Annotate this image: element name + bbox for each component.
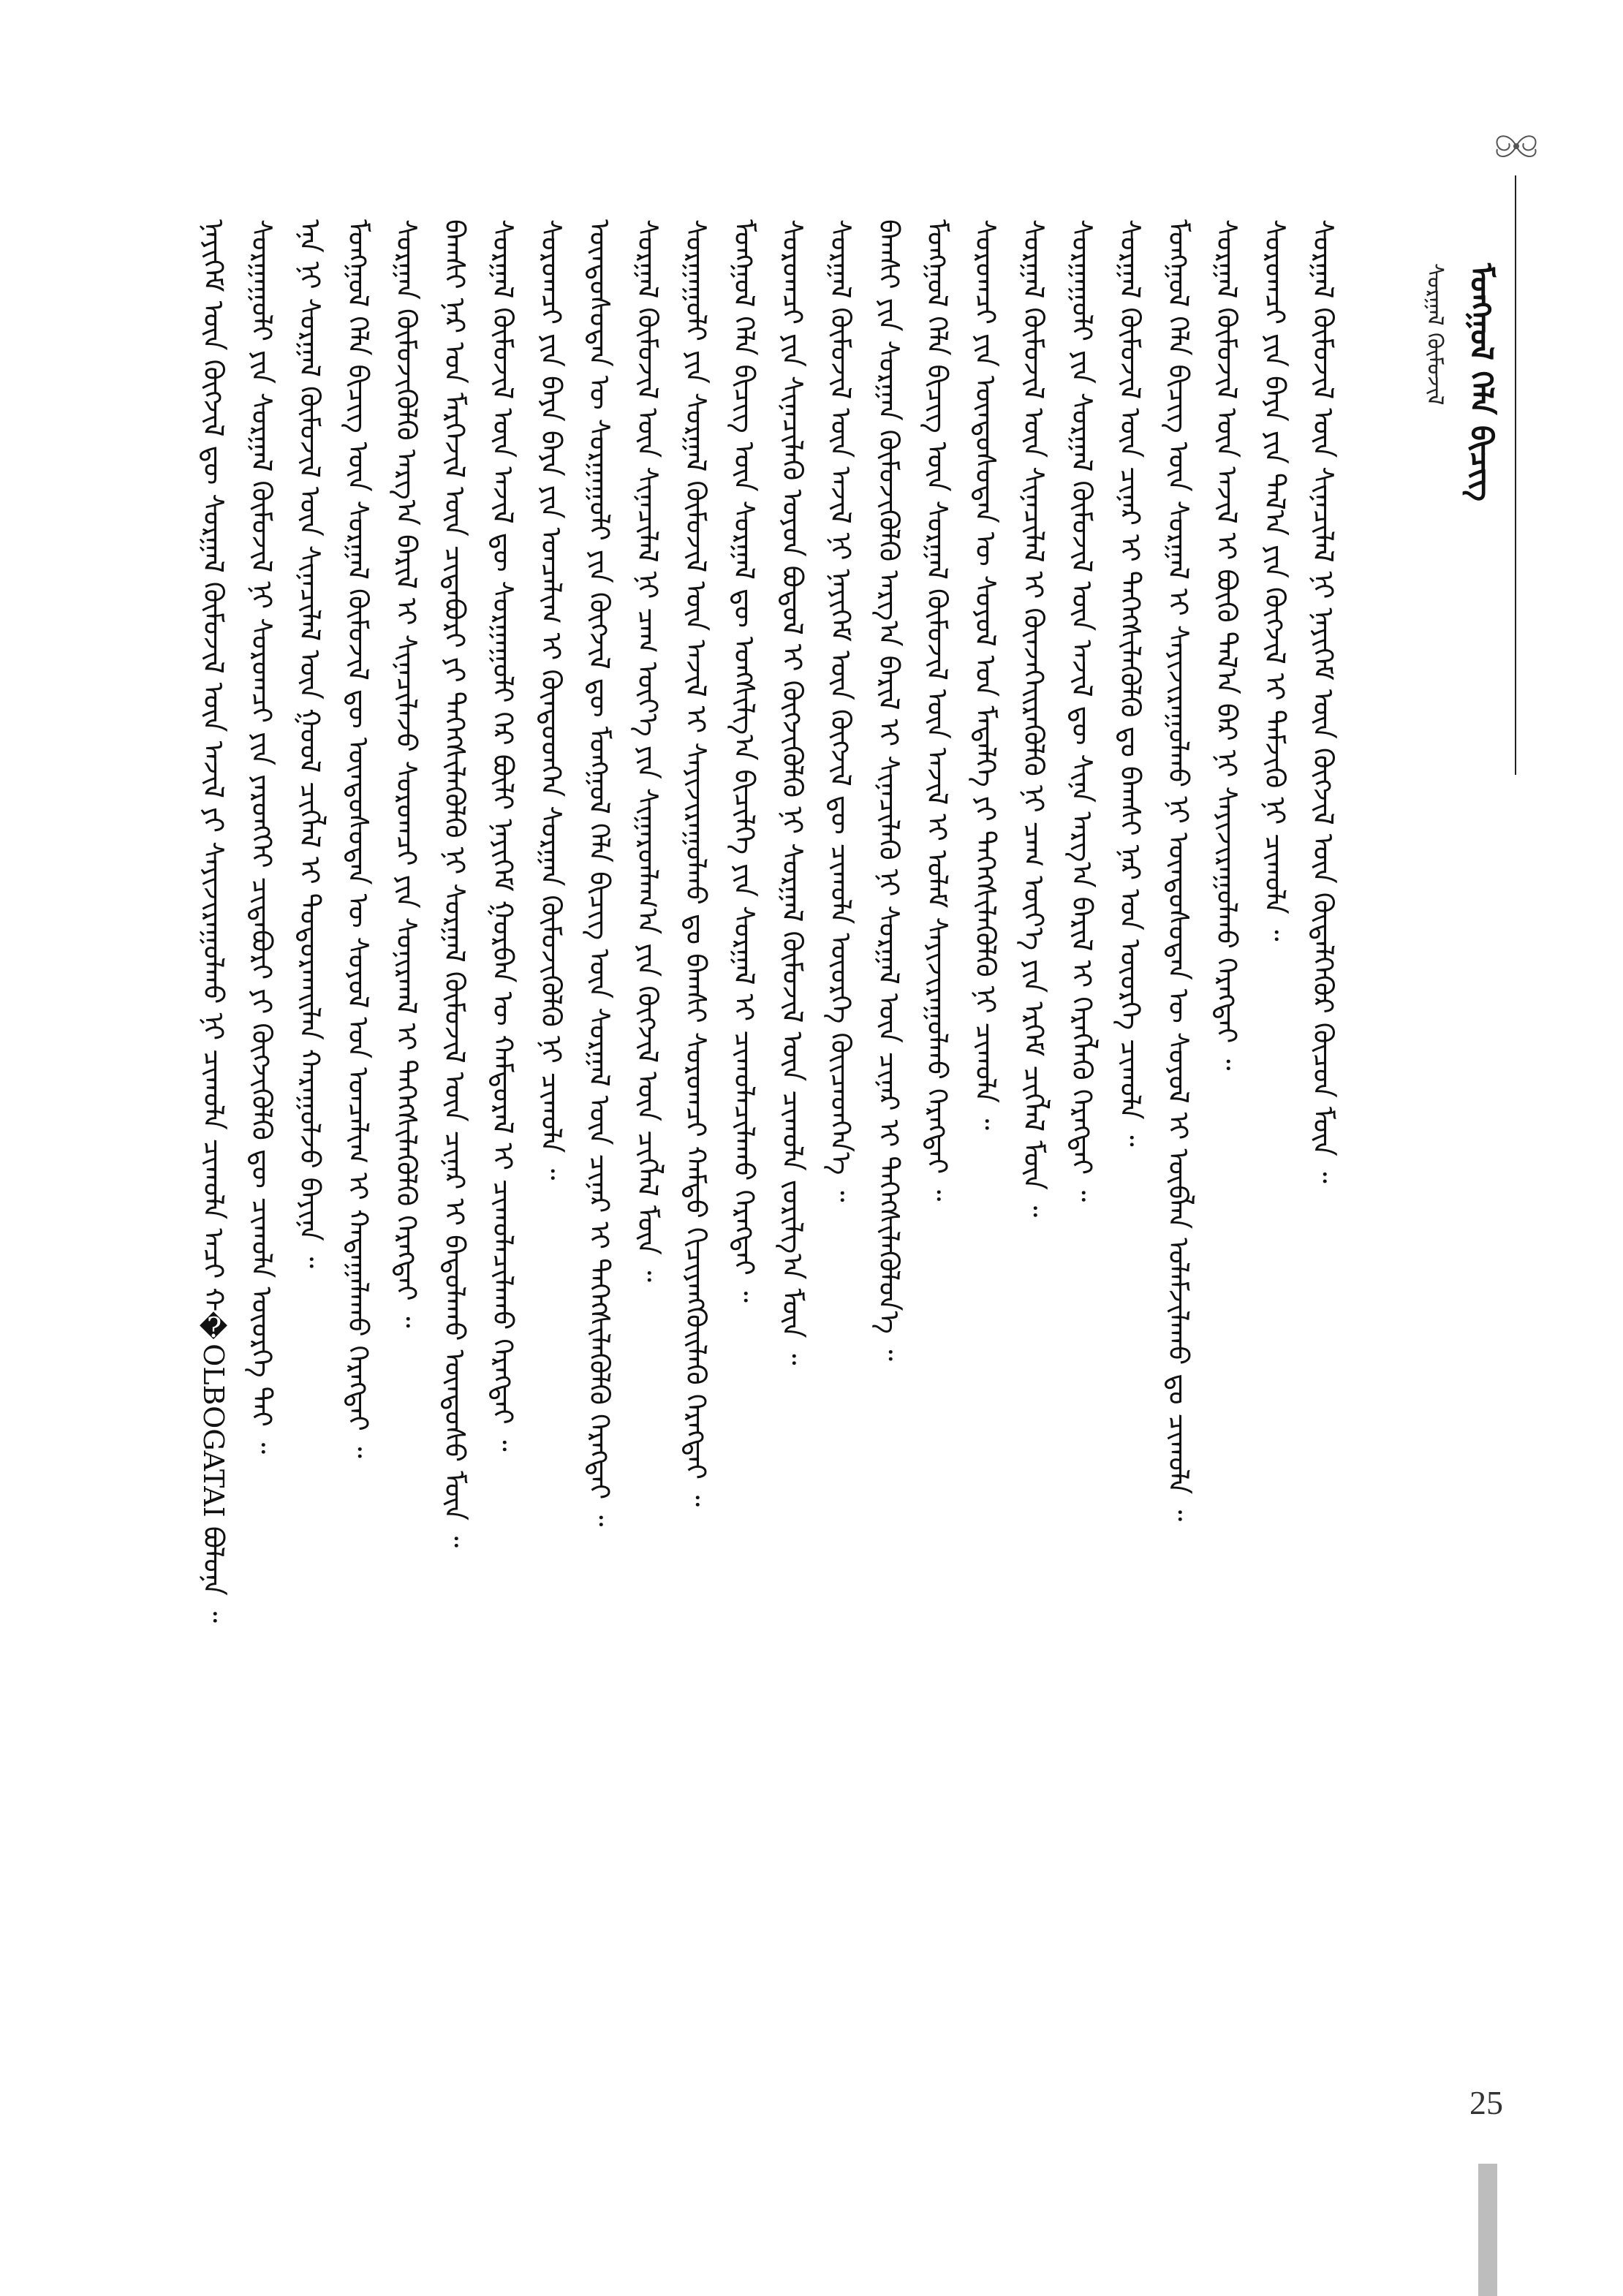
- body-text: [192, 219, 1369, 2208]
- text-line: ᠰᠤᠷᠭᠠᠭᠤᠯᠢ ᠶᠢᠨ ᠰᠤᠷᠭᠠᠯ ᠬᠦᠮᠦᠵᠢᠯ ᠨᠢ ᠰᠤᠷᠤᠭᠴᠢ ᠶᠢᠨ ᠶᠡᠷᠦᠩᠬᠡᠢ ᠴᠢᠳᠠᠪᠤᠷᠢ ᠶᠢ ᠬᠥᠭᠵᠢᠭᠦᠯᠬᠦ ᠳᠦ ᠴᠢᠬᠤᠯᠠ ᠦᠦᠷᠭᠡ ᠲᠡᠢ ᠃: [246, 219, 278, 1454]
- book-title: ᠮᠣᠩᠭᠣᠯ ᠬᠡᠯᠡ ᠪᠢᠴᠢᠭ: [1464, 263, 1499, 501]
- page-edge-tab: [1478, 2164, 1497, 2296]
- text-line: ᠰᠤᠷᠭᠠᠭᠤᠯᠢ ᠶᠢᠨ ᠰᠤᠷᠭᠠᠯ ᠬᠦᠮᠦᠵᠢᠯ ᠦᠨ ᠠᠵᠢᠯ ᠢ ᠰᠠᠶᠢᠵᠢᠷᠠᠭᠤᠯᠬᠤ ᠳᠤ ᠪᠠᠭᠰᠢ ᠰᠤᠷᠤᠭᠴᠢ ᠬᠠᠮᠲᠤ ᠬᠢᠴᠢᠶᠡᠩᠭᠦᠢᠯᠡᠬᠦ ᠬᠡᠷᠡᠭᠲᠡᠢ ᠃: [680, 219, 712, 1507]
- text-line: ᠰᠤᠷᠭᠠᠯ ᠬᠦᠮᠦᠵᠢᠯ ᠦᠨ ᠠᠵᠢᠯ ᠢ ᠪᠦᠬᠦ ᠲᠠᠯ᠎ᠠ ᠪᠠᠷ ᠨᠢ ᠰᠠᠶᠢᠵᠢᠷᠠᠭᠤᠯᠬᠤ ᠬᠡᠷᠡᠭᠲᠡᠢ ᠃: [1211, 219, 1243, 1071]
- text-line: ᠮᠣᠩᠭᠣᠯ ᠬᠡᠯᠡ ᠪᠢᠴᠢᠭ ᠦᠨ ᠰᠤᠷᠭᠠᠯ ᠬᠦᠮᠦᠵᠢᠯ ᠦᠨ ᠠᠵᠢᠯ ᠢ ᠤᠯᠠᠮ ᠰᠠᠶᠢᠵᠢᠷᠠᠭᠤᠯᠬᠤ ᠬᠡᠷᠡᠭᠲᠡᠢ ᠃: [921, 219, 953, 1202]
- text-line: ᠰᠤᠷᠤᠭᠴᠢ ᠶᠢᠨ ᠰᠢᠨᠡᠴᠢᠯᠡᠬᠦ ᠤᠶᠤᠨ ᠪᠣᠳᠤᠯ ᠢ ᠬᠥᠭᠵᠢᠭᠦᠯᠬᠦ ᠨᠢ ᠰᠤᠷᠭᠠᠯ ᠬᠦᠮᠦᠵᠢᠯ ᠦᠨ ᠴᠢᠬᠤᠯᠠ ᠵᠣᠷᠢᠯᠭ᠎ᠠ ᠮᠥᠨ ᠃: [776, 219, 809, 1365]
- text-line: ᠮᠣᠩᠭᠣᠯ ᠬᠡᠯᠡ ᠪᠢᠴᠢᠭ ᠦᠨ ᠰᠤᠷᠭᠠᠯ ᠬᠦᠮᠦᠵᠢᠯ ᠳᠦ ᠦᠨᠳᠦᠰᠦᠲᠡᠨ ᠦ ᠰᠣᠶᠣᠯ ᠤᠨ ᠣᠨᠴᠠᠯᠢᠭ ᠢ ᠬᠠᠳᠠᠭᠠᠯᠠᠬᠤ ᠬᠡᠷᠡᠭᠲᠡᠢ ᠃: [342, 219, 374, 1458]
- text-line: ᠰᠤᠷᠭᠠᠯ ᠬᠦᠮᠦᠵᠢᠯ ᠦᠨ ᠰᠢᠨᠡᠴᠢᠯᠡᠯ ᠢ ᠭᠦᠨᠵᠡᠭᠡᠢᠷᠡᠭᠦᠯᠬᠦ ᠨᠢ ᠴᠠᠭ ᠦᠶ᠎ᠡ ᠶᠢᠨ ᠡᠷᠬᠡᠮ ᠴᠢᠭᠯᠡᠯ ᠮᠥᠨ ᠃: [1018, 219, 1050, 1218]
- text-line: ᠮᠣᠩᠭᠣᠯ ᠬᠡᠯᠡ ᠪᠢᠴᠢᠭ ᠦᠨ ᠰᠤᠷᠭᠠᠯ ᠢ ᠰᠠᠶᠢᠵᠢᠷᠠᠭᠤᠯᠬᠤ ᠨᠢ ᠦᠨᠳᠦᠰᠦᠲᠡᠨ ᠦ ᠰᠣᠶᠣᠯ ᠢ ᠥᠪᠯᠡᠨ ᠤᠯᠠᠮᠵᠢᠯᠠᠬᠤ ᠳᠤ ᠴᠢᠬᠤᠯᠠ ᠃: [1162, 219, 1195, 1522]
- text-line: ᠰᠤᠷᠭᠠᠯ ᠬᠦᠮᠦᠵᠢᠯ ᠦᠨ ᠠᠵᠢᠯ ᠨᠢ ᠨᠡᠶᠢᠭᠡᠮ ᠦᠨ ᠬᠥᠭᠵᠢᠯ ᠳᠦ ᠴᠢᠬᠤᠯᠠ ᠦᠦᠷᠭᠡ ᠭᠦᠢᠴᠡᠳᠭᠡᠨ᠎ᠡ ᠃: [825, 219, 857, 1202]
- book-subtitle: ᠰᠤᠷᠭᠠᠯ ᠬᠦᠮᠦᠵᠢᠯ: [1422, 263, 1448, 406]
- text-line: ᠨᠡᠶᠢᠭᠡᠮ ᠦᠨ ᠬᠥᠭᠵᠢᠯ ᠳᠦ ᠰᠤᠷᠭᠠᠯ ᠬᠦᠮᠦᠵᠢᠯ ᠦᠨ ᠠᠵᠢᠯ ᠶᠢ ᠰᠠᠶᠢᠵᠢᠷᠠᠭᠤᠯᠬᠤ ᠨᠢ ᠴᠢᠬᠤᠯᠠ ᠴᠢᠬᠤᠯᠠ ᠠᠴᠢ ᠬ�OLBOGATAI ᠪᠣᠯᠤᠨᠠ ᠃: [197, 219, 230, 1623]
- header-ornament-icon: [1487, 124, 1546, 168]
- text-line: ᠪᠠᠭᠰᠢ ᠨᠠᠷ ᠤᠨ ᠮᠡᠷᠭᠡᠵᠢᠯ ᠦᠨ ᠴᠢᠳᠠᠪᠤᠷᠢ ᠶᠢ ᠳᠡᠭᠡᠭᠰᠢᠯᠡᠭᠦᠯᠬᠦ ᠨᠢ ᠰᠤᠷᠭᠠᠯ ᠬᠦᠮᠦᠵᠢᠯ ᠦᠨ ᠴᠢᠨᠠᠷ ᠢ ᠪᠠᠲᠤᠯᠠᠬᠤ ᠦᠨᠳᠦᠰᠦ ᠮᠥᠨ ᠃: [439, 219, 471, 1548]
- text-line: ᠮᠣᠩᠭᠣᠯ ᠬᠡᠯᠡ ᠪᠢᠴᠢᠭ ᠦᠨ ᠰᠤᠷᠭᠠᠯ ᠳᠦ ᠤᠩᠰᠢᠯᠭ᠎ᠠ ᠪᠢᠴᠢᠯᠭᠡ ᠶᠢᠨ ᠰᠤᠷᠭᠠᠯ ᠢ ᠴᠢᠬᠤᠯᠠᠴᠢᠯᠠᠬᠤ ᠬᠡᠷᠡᠭᠲᠡᠢ ᠃: [728, 219, 760, 1303]
- header-rule: [1515, 175, 1516, 775]
- text-line: ᠰᠤᠷᠭᠠᠯ ᠬᠦᠮᠦᠵᠢᠯ ᠦᠨ ᠴᠢᠨᠠᠷ ᠢ ᠳᠡᠭᠡᠭᠰᠢᠯᠡᠭᠦᠯᠬᠦ ᠳᠤ ᠪᠠᠭᠰᠢ ᠨᠠᠷ ᠤᠨ ᠦᠦᠷᠭᠡ ᠴᠢᠬᠤᠯᠠ ᠃: [1114, 219, 1146, 1147]
- text-line: ᠰᠤᠷᠭᠠᠯ ᠬᠦᠮᠦᠵᠢᠯ ᠦᠨ ᠰᠢᠨᠡᠴᠢᠯᠡᠯ ᠨᠢ ᠴᠠᠭ ᠦᠶ᠎ᠡ ᠶᠢᠨ ᠰᠢᠭᠠᠷᠳᠯᠠᠭ᠎ᠠ ᠶᠢᠨ ᠬᠥᠭᠵᠢᠯ ᠦᠨ ᠴᠢᠭᠯᠡᠯ ᠮᠥᠨ ᠃: [632, 219, 664, 1282]
- text-line: ᠰᠤᠷᠤᠭᠴᠢ ᠶᠢᠨ ᠪᠡᠶᠡ ᠪᠡᠶᠡ ᠶᠢᠨ ᠣᠨᠴᠠᠯᠢᠭ ᠢ ᠬᠦᠨᠳᠦᠳᠬᠡᠨ ᠰᠤᠷᠭᠠᠨ ᠬᠦᠮᠦᠵᠢᠭᠦᠯᠬᠦ ᠨᠢ ᠴᠢᠬᠤᠯᠠ ᠃: [535, 219, 567, 1181]
- text-line: ᠡᠨᠡ ᠨᠢ ᠰᠤᠷᠭᠠᠯ ᠬᠦᠮᠦᠵᠢᠯ ᠦᠨ ᠰᠢᠨᠡᠴᠢᠯᠡᠯ ᠦᠨ ᠭᠣᠣᠯ ᠴᠢᠭᠯᠡᠯ ᠢ ᠲᠣᠳᠣᠷᠬᠠᠢᠯᠠᠨ ᠬᠠᠷᠠᠭᠤᠯᠵᠤ ᠪᠠᠶᠢᠨᠠ ᠃: [294, 219, 326, 1268]
- text-line: ᠦᠨᠳᠦᠰᠦᠲᠡᠨ ᠦ ᠰᠤᠷᠭᠠᠭᠤᠯᠢ ᠶᠢᠨ ᠬᠥᠭᠵᠢᠯ ᠳᠦ ᠮᠣᠩᠭᠣᠯ ᠬᠡᠯᠡ ᠪᠢᠴᠢᠭ ᠦᠨ ᠰᠤᠷᠭᠠᠯ ᠦᠨ ᠴᠢᠨᠠᠷ ᠢ ᠳᠡᠭᠡᠭᠰᠢᠯᠡᠭᠦᠯᠬᠦ ᠬᠡᠷᠡᠭᠲᠡᠢ ᠃: [583, 219, 616, 1527]
- text-line: ᠰᠤᠷᠤᠭᠴᠢ ᠶᠢᠨ ᠦᠨᠳᠦᠰᠦᠲᠡᠨ ᠦ ᠰᠣᠶᠣᠯ ᠤᠨ ᠮᠡᠳᠡᠯᠭᠡ ᠶᠢ ᠳᠡᠭᠡᠭᠰᠢᠯᠡᠭᠦᠯᠬᠦ ᠨᠢ ᠴᠢᠬᠤᠯᠠ ᠃: [969, 219, 1002, 1131]
- text-line: ᠰᠤᠷᠭᠠᠨ ᠬᠦᠮᠦᠵᠢᠭᠦᠯᠬᠦ ᠠᠷᠭ᠎ᠠ ᠪᠠᠷᠢᠯ ᠢ ᠰᠢᠨᠡᠴᠢᠯᠡᠵᠦ ᠰᠤᠷᠤᠭᠴᠢ ᠶᠢᠨ ᠰᠣᠨᠢᠷᠬᠠᠯ ᠢ ᠳᠡᠭᠡᠭᠰᠢᠯᠡᠭᠦᠯᠬᠦ ᠬᠡᠷᠡᠭᠲᠡᠢ ᠃: [390, 219, 423, 1328]
- text-line: ᠪᠠᠭᠰᠢ ᠶᠢᠨ ᠰᠤᠷᠭᠠᠨ ᠬᠦᠮᠦᠵᠢᠭᠦᠯᠬᠦ ᠠᠷᠭ᠎ᠠ ᠪᠠᠷᠢᠯ ᠢ ᠰᠢᠨᠡᠴᠢᠯᠡᠬᠦ ᠨᠢ ᠰᠤᠷᠭᠠᠯ ᠦᠨ ᠴᠢᠨᠠᠷ ᠢ ᠳᠡᠭᠡᠭᠰᠢᠯᠡᠭᠦᠯᠦᠨ᠎ᠡ ᠃: [873, 219, 905, 1361]
- text-line: ᠰᠤᠷᠭᠠᠭᠤᠯᠢ ᠶᠢᠨ ᠰᠤᠷᠭᠠᠯ ᠬᠦᠮᠦᠵᠢᠯ ᠦᠨ ᠠᠵᠢᠯ ᠳᠦ ᠰᠢᠨᠡ ᠠᠷᠭ᠎ᠠ ᠪᠠᠷᠢᠯ ᠢ ᠬᠡᠷᠡᠭᠯᠡᠬᠦ ᠬᠡᠷᠡᠭᠲᠡᠢ ᠃: [1066, 219, 1098, 1202]
- text-line: ᠰᠤᠷᠤᠭᠴᠢ ᠶᠢᠨ ᠪᠡᠶᠡ ᠶᠢᠨ ᠲᠠᠯ᠎ᠠ ᠶᠢᠨ ᠬᠥᠭᠵᠢᠯ ᠢ ᠳᠡᠮᠵᠢᠬᠦ ᠨᠢ ᠴᠢᠬᠤᠯᠠ ᠃: [1259, 219, 1291, 941]
- text-line: ᠰᠤᠷᠭᠠᠯ ᠬᠦᠮᠦᠵᠢᠯ ᠦᠨ ᠠᠵᠢᠯ ᠳᠦ ᠰᠤᠷᠭᠠᠭᠤᠯᠢ ᠭᠡᠷ ᠪᠦᠯᠢ ᠨᠡᠶᠢᠭᠡᠮ ᠭᠤᠷᠪᠠᠨ ᠦ ᠬᠠᠮᠲᠤᠷᠠᠯ ᠢ ᠴᠢᠬᠤᠯᠠᠴᠢᠯᠠᠬᠤ ᠬᠡᠷᠡᠭᠲᠡᠢ ᠃: [487, 219, 519, 1452]
- text-line: ᠰᠤᠷᠭᠠᠯ ᠬᠦᠮᠦᠵᠢᠯ ᠦᠨ ᠰᠢᠨᠡᠴᠢᠯᠡᠯ ᠨᠢ ᠨᠡᠶᠢᠭᠡᠮ ᠦᠨ ᠬᠥᠭᠵᠢᠯ ᠦᠨ ᠬᠦᠳᠡᠯᠭᠡᠭᠦᠷ ᠬᠦᠴᠦᠨ ᠮᠥᠨ ᠃: [1307, 219, 1339, 1183]
- page-number: 25: [1469, 2084, 1503, 2121]
